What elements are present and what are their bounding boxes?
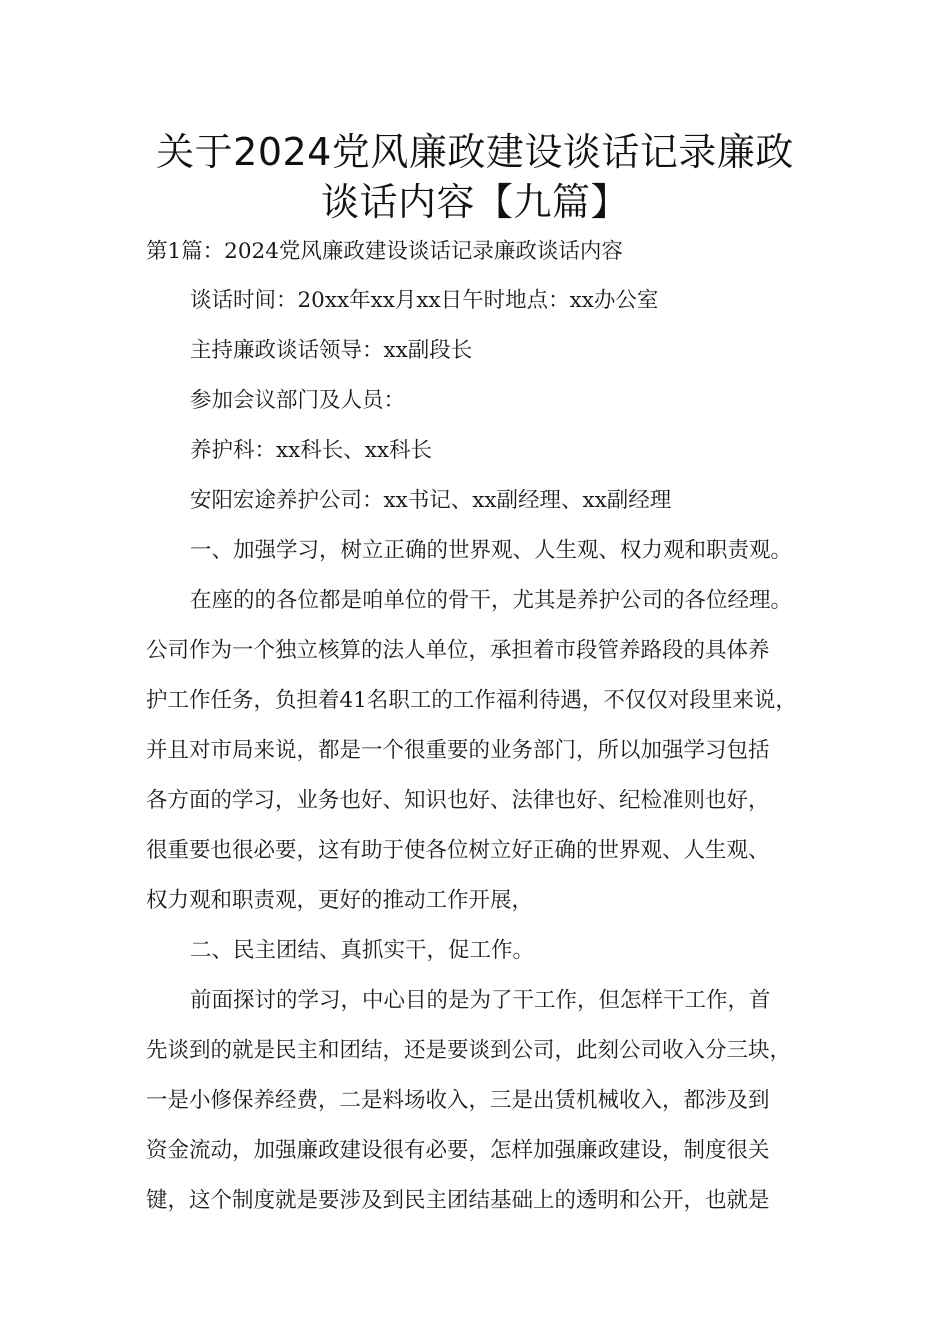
paragraph-line: 资金流动，加强廉政建设很有必要，怎样加强廉政建设，制度很关	[146, 1138, 770, 1163]
section-heading: 第1篇：2024党风廉政建设谈话记录廉政谈话内容	[146, 239, 623, 264]
meeting-host: 主持廉政谈话领导：xx副段长	[190, 338, 473, 363]
paragraph-line: 很重要也很必要，这有助于使各位树立好正确的世界观、人生观、	[146, 838, 770, 863]
meeting-time: 谈话时间：20xx年xx月xx日午时地点：xx办公室	[190, 288, 659, 313]
participants-dept-1: 养护科：xx科长、xx科长	[190, 438, 433, 463]
paragraph-line: 一是小修保养经费，二是料场收入，三是出赁机械收入，都涉及到	[146, 1088, 770, 1113]
paragraph-line: 公司作为一个独立核算的法人单位，承担着市段管养路段的具体养	[146, 638, 770, 663]
paragraph-line: 先谈到的就是民主和团结，还是要谈到公司，此刻公司收入分三块，	[146, 1038, 792, 1063]
document-title-line-2: 谈话内容【九篇】	[320, 180, 629, 224]
paragraph-line: 权力观和职责观，更好的推动工作开展，	[146, 888, 534, 913]
document-title-line-1: 关于2024党风廉政建设谈话记录廉政	[156, 130, 794, 174]
participants-dept-2: 安阳宏途养护公司：xx书记、xx副经理、xx副经理	[190, 488, 672, 513]
paragraph-line: 护工作任务，负担着41名职工的工作福利待遇，不仅仅对段里来说，	[146, 688, 797, 713]
paragraph-line: 键，这个制度就是要涉及到民主团结基础上的透明和公开，也就是	[146, 1188, 770, 1213]
paragraph-line: 在座的的各位都是咱单位的骨干，尤其是养护公司的各位经理。	[190, 588, 793, 613]
point-one-heading: 一、加强学习，树立正确的世界观、人生观、权力观和职责观。	[190, 538, 793, 563]
paragraph-line: 各方面的学习，业务也好、知识也好、法律也好、纪检准则也好，	[146, 788, 770, 813]
paragraph-line: 前面探讨的学习，中心目的是为了干工作，但怎样干工作，首	[190, 988, 771, 1013]
participants-label: 参加会议部门及人员：	[190, 388, 406, 413]
paragraph-line: 并且对市局来说，都是一个很重要的业务部门，所以加强学习包括	[146, 738, 770, 763]
point-two-heading: 二、民主团结、真抓实干，促工作。	[190, 938, 535, 963]
